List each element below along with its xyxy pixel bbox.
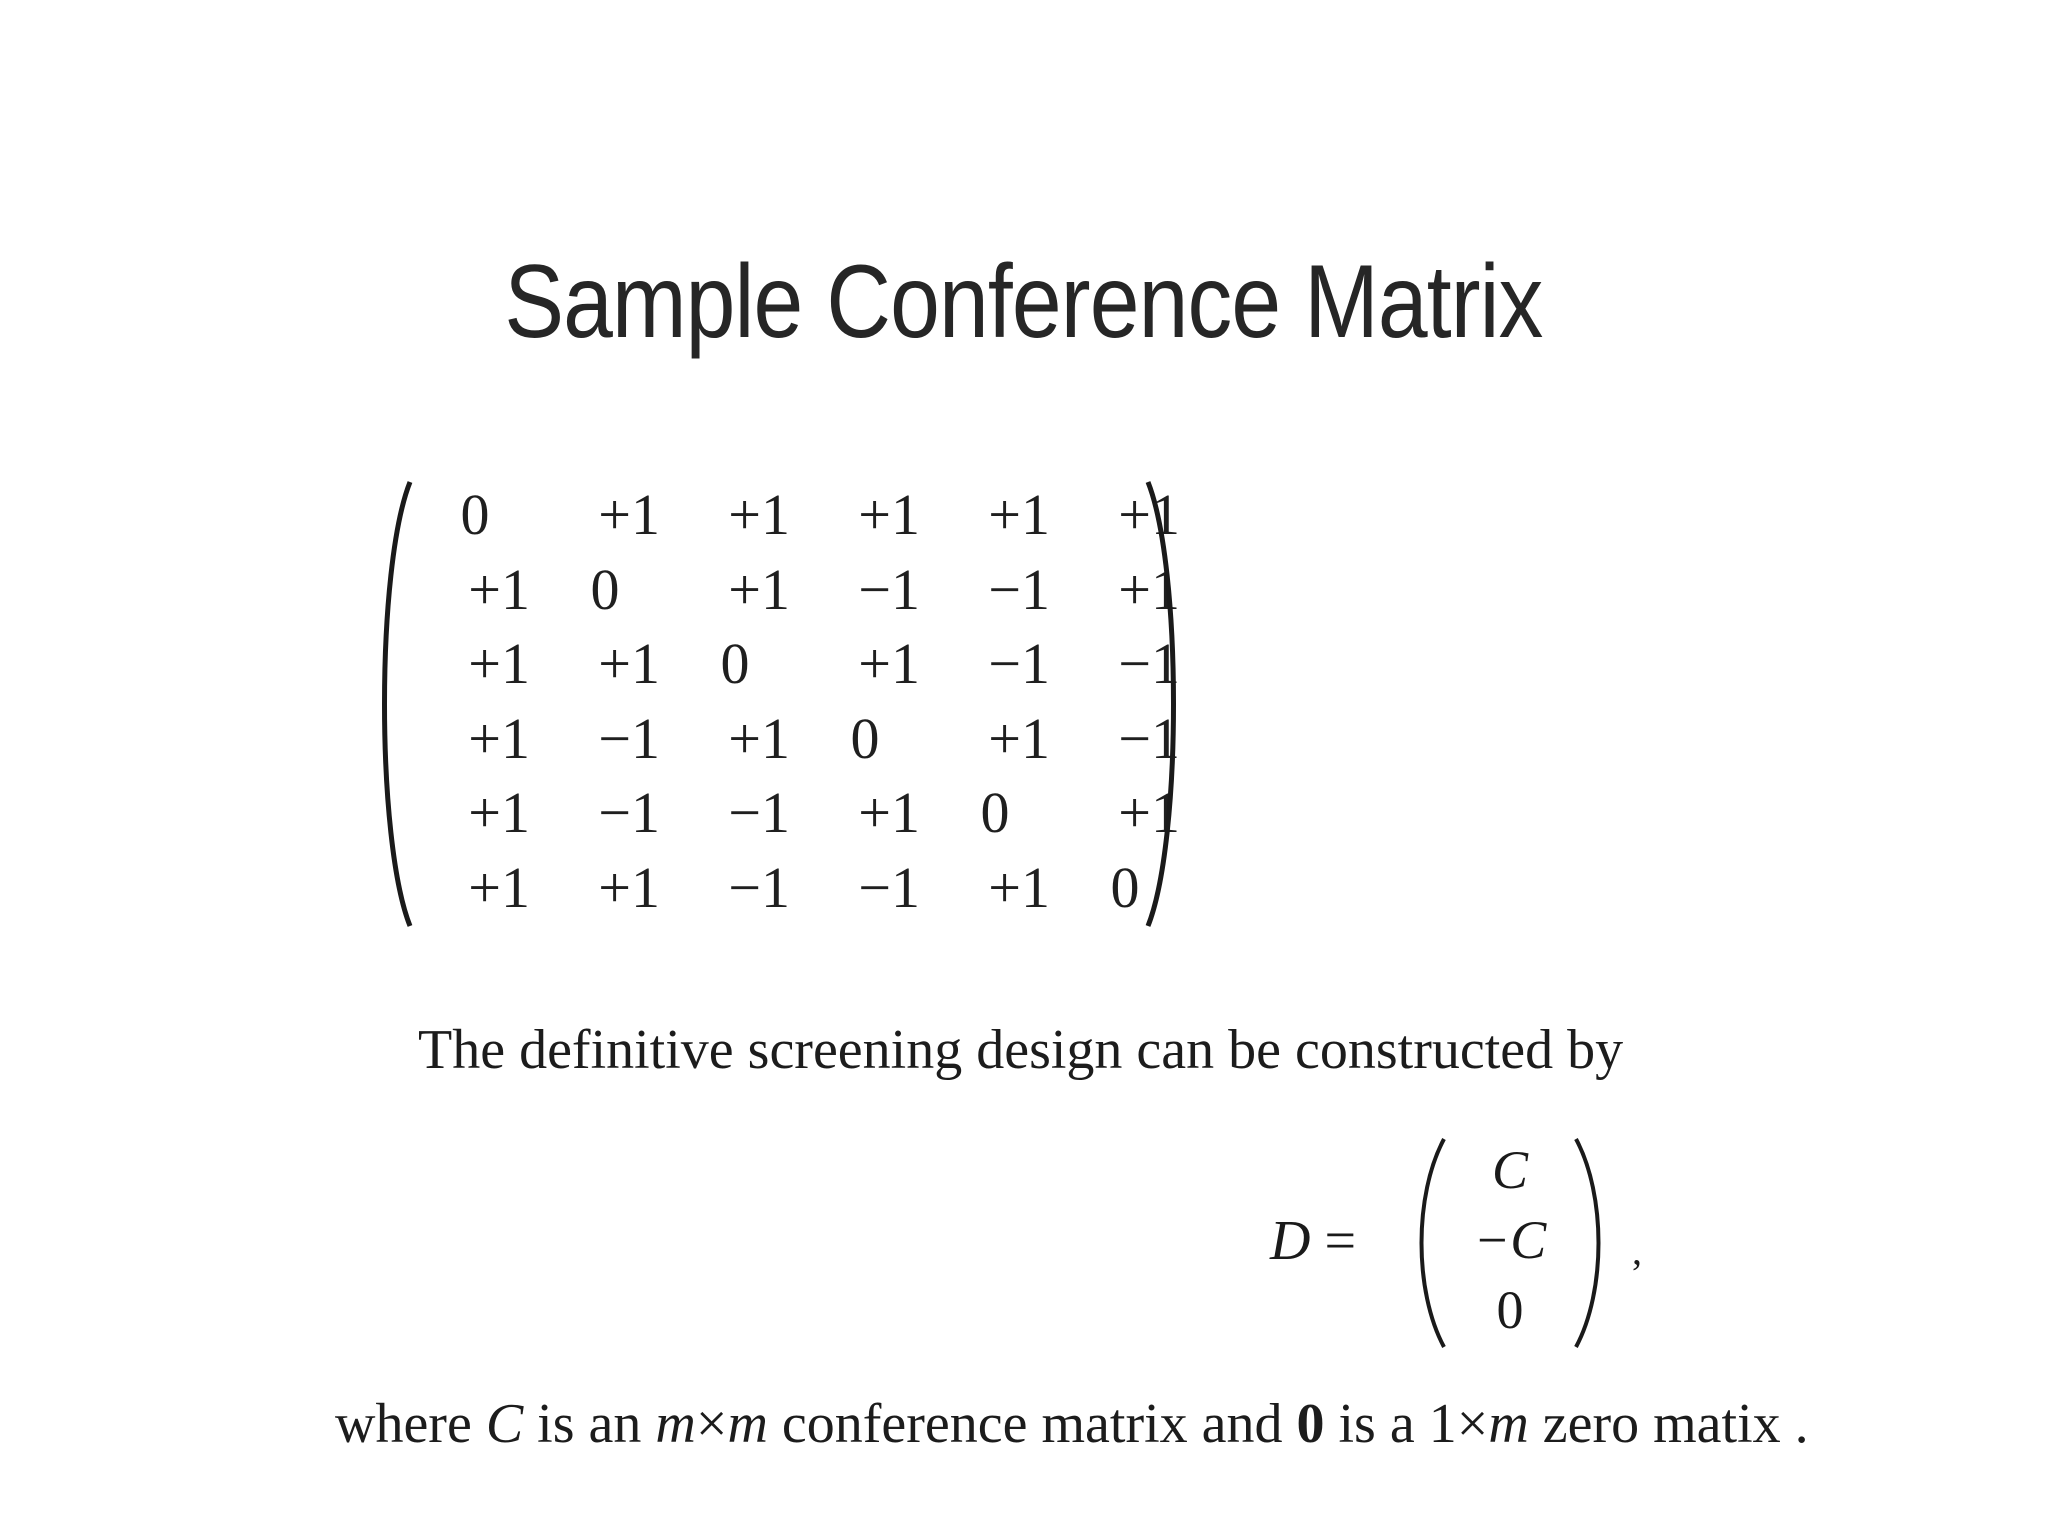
right-parenthesis <box>1138 478 1188 930</box>
entry-neg-c: −C <box>1473 1210 1547 1270</box>
w-is-a: is a <box>1338 1393 1415 1455</box>
matrix-cell: 0 <box>460 482 490 547</box>
matrix-cell: +1 <box>728 556 790 622</box>
matrix-cell: 0 <box>850 705 880 771</box>
matrix-cell: +1 <box>598 854 660 920</box>
matrix-cell: −1 <box>728 854 790 920</box>
matrix-cell: +1 <box>988 705 1050 771</box>
matrix-cell: −1 <box>858 854 920 920</box>
w-m1: m <box>655 1393 696 1455</box>
matrix-grid <box>410 478 1190 925</box>
w-conference-matrix-and: conference matrix and <box>781 1393 1283 1455</box>
matrix-cell: +1 <box>858 631 920 696</box>
matrix-cell: +1 <box>1118 780 1180 845</box>
matrix-cell: +1 <box>1118 556 1180 622</box>
matrix-cell: 0 <box>590 556 620 622</box>
eq-right-parenthesis <box>1568 1135 1612 1351</box>
w-one: 1 <box>1428 1393 1457 1455</box>
equation-lhs <box>1270 1205 1356 1277</box>
matrix-cell: +1 <box>728 482 790 547</box>
slide-title: Sample Conference Matrix <box>504 244 1543 360</box>
w-times2: × <box>1456 1393 1489 1455</box>
matrix-cell: +1 <box>468 631 530 696</box>
matrix-cell: 0 <box>720 631 750 696</box>
eq-left-parenthesis <box>1408 1135 1452 1351</box>
equals-sign: = <box>1324 1210 1357 1272</box>
w-m3: m <box>1488 1393 1529 1455</box>
matrix-cell: +1 <box>988 854 1050 920</box>
matrix-cell: −1 <box>988 556 1050 622</box>
matrix-cell: −1 <box>858 556 920 622</box>
matrix-cell: +1 <box>468 780 530 845</box>
definition-sentence <box>335 1388 1809 1460</box>
matrix-cell: +1 <box>858 482 920 547</box>
matrix-cell: +1 <box>858 780 920 845</box>
entry-c: C <box>1491 1140 1529 1200</box>
matrix-cell: −1 <box>1118 631 1180 696</box>
matrix-cell: +1 <box>1118 482 1180 547</box>
trailing-comma: , <box>1632 1228 1642 1273</box>
lhs-variable: D <box>1270 1210 1311 1272</box>
w-zero: 0 <box>1296 1393 1325 1455</box>
matrix-cell: −1 <box>1118 705 1180 771</box>
w-where: where <box>335 1393 472 1455</box>
matrix-cell: −1 <box>728 780 790 845</box>
design-equation <box>1270 1135 1670 1355</box>
matrix-cell: +1 <box>468 854 530 920</box>
w-times1: × <box>695 1393 728 1455</box>
construction-sentence: The definitive screening design can be constructed by <box>418 1019 1624 1081</box>
matrix-cell: +1 <box>728 705 790 771</box>
entry-zero: 0 <box>1496 1280 1524 1340</box>
matrix-cell: +1 <box>598 631 660 696</box>
matrix-cell: +1 <box>468 705 530 771</box>
conference-matrix <box>370 478 1188 930</box>
matrix-cell: 0 <box>1110 854 1140 920</box>
equation-column <box>1450 1135 1570 1345</box>
w-c: C <box>485 1393 524 1455</box>
matrix-cell: −1 <box>598 780 660 845</box>
w-m2: m <box>727 1393 768 1455</box>
w-zero-matix: zero matix . <box>1542 1393 1809 1455</box>
matrix-cell: +1 <box>468 556 530 622</box>
matrix-cell: +1 <box>988 482 1050 547</box>
matrix-cell: +1 <box>598 482 660 547</box>
matrix-cell: 0 <box>980 780 1010 845</box>
w-is-an: is an <box>537 1393 642 1455</box>
matrix-cell: −1 <box>598 705 660 771</box>
matrix-cell: −1 <box>988 631 1050 696</box>
